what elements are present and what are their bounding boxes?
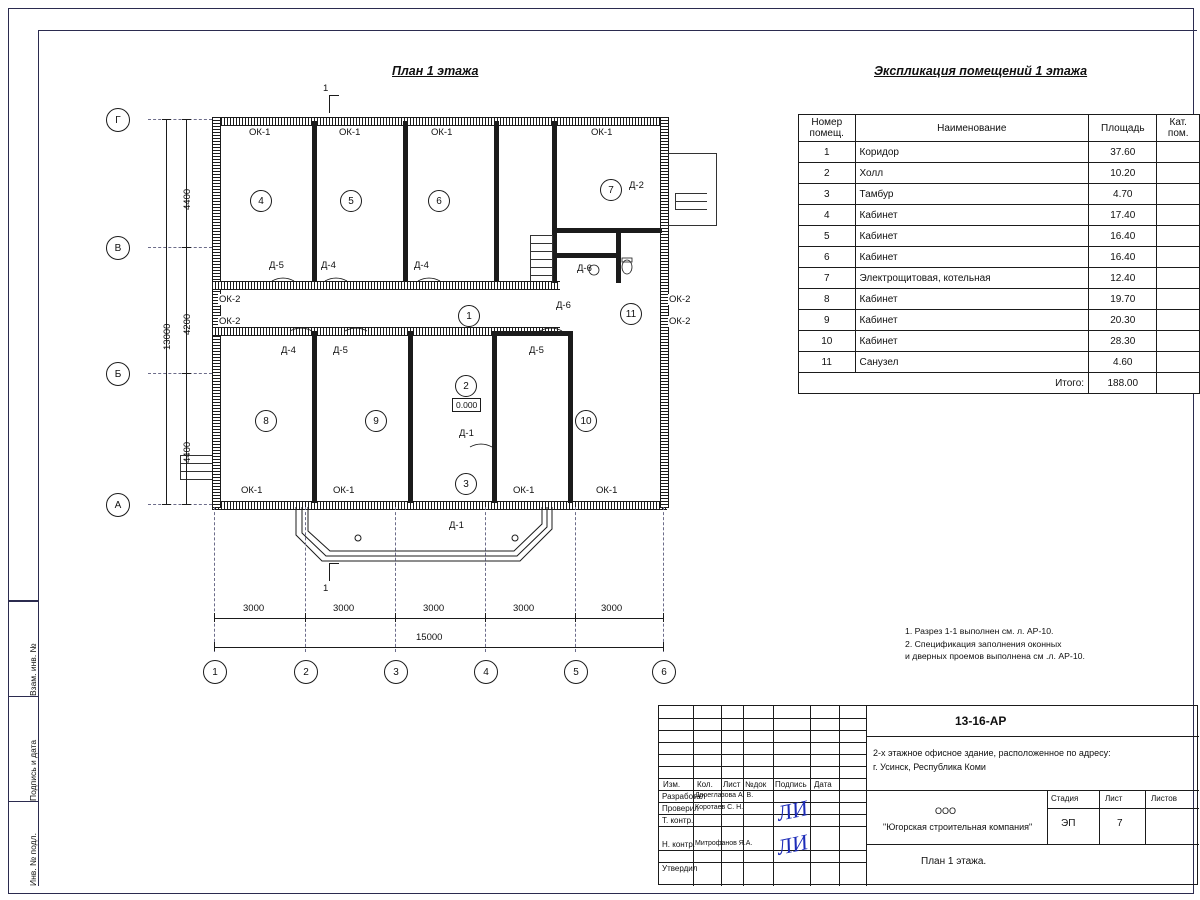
table-row [799,226,1200,247]
col-header-number [799,115,856,142]
wall-corridor-north [212,281,560,290]
role-label: Разработал [662,792,706,801]
wall-interior-7 [492,331,497,503]
role-name: Двоеглазова А. В. [695,792,754,799]
tb-rule [659,862,866,863]
explication-table [798,114,1200,394]
tb-col [839,706,840,886]
table-row [799,163,1200,184]
porch-step-2 [675,201,707,202]
door-label: Д-1 [449,520,464,531]
section-line-top [329,95,330,113]
dim-chain-left-total [166,119,167,504]
tb-rule [659,814,866,815]
tb-rule-stage [1047,808,1199,809]
col-header-number-line1: Номер [811,117,843,128]
window-label: ОК-2 [669,294,691,305]
tb-rule [659,754,866,755]
cell-area: 4.60 [1089,352,1157,373]
room-number: 7 [600,179,622,201]
table-row [799,331,1200,352]
table-row [799,268,1200,289]
cell-name: Кабинет [855,310,1089,331]
dim-tick [162,504,171,505]
tb-col-list [1099,790,1100,844]
title-block [658,705,1198,885]
dimension-value: 3000 [333,603,355,614]
cell-kat [1157,226,1200,247]
cell-kat [1157,142,1200,163]
window-label: ОК-1 [596,485,618,496]
explication-title: Экспликация помещений 1 этажа [874,64,1088,78]
role-name: Митрофанов Я.А. [695,840,753,847]
axis-marker-b: Б [106,362,130,386]
door-label: Д-5 [269,260,284,271]
col-header-kat-line2: пом. [1167,128,1189,139]
west-porch-3 [180,471,212,472]
role-name: Коротаев С. Н. [695,804,744,811]
col-header-list: Лист [723,780,741,789]
axis-marker-5: 5 [564,660,588,684]
dim-tick [305,613,306,622]
stair-step-b [530,243,552,244]
cell-name: Электрощитовая, котельная [855,268,1089,289]
room-number: 2 [455,375,477,397]
tb-col-lists [1145,790,1146,844]
tb-rule [659,742,866,743]
note-line-1: 1. Разрез 1-1 выполнен см. л. АР-10. [905,626,1054,636]
dim-tick [395,613,396,622]
table-row [799,142,1200,163]
plan-title: План 1 этажа [392,64,479,78]
wall-interior-5 [312,331,317,503]
cell-kat [1157,205,1200,226]
col-header-doknum: №док [745,780,767,789]
stair-rail [530,235,531,281]
tb-col-main [866,706,867,886]
axis-dash-1 [214,507,215,652]
cell-name: Холл [855,163,1089,184]
cell-name: Кабинет [855,205,1089,226]
table-row [799,205,1200,226]
door-label: Д-4 [281,345,296,356]
document-code: 13-16-АР [955,714,1007,728]
general-notes [905,625,1085,663]
door-swings [100,95,740,555]
cell-number: 11 [799,352,856,373]
cell-area: 17.40 [1089,205,1157,226]
dim-chain-1 [214,618,664,619]
cell-name: Санузел [855,352,1089,373]
axis-dash-a [148,504,212,505]
axis-dash-2 [305,507,306,652]
company-line-1: ООО [935,806,957,816]
porch-line-3 [665,225,717,226]
company-line-2: "Югорская строительная компания" [883,822,1033,832]
cell-area: 19.70 [1089,289,1157,310]
cell-name: Кабинет [855,247,1089,268]
object-line-2: г. Усинск, Республика Коми [873,762,986,772]
room-number: 11 [620,303,642,325]
tb-rule-obj [866,790,1199,791]
room-number: 3 [455,473,477,495]
cell-number: 10 [799,331,856,352]
axis-marker-4: 4 [474,660,498,684]
door-label: Д-4 [414,260,429,271]
window-label: ОК-1 [339,127,361,138]
cell-area: 10.20 [1089,163,1157,184]
margin-cell-0 [8,601,39,696]
dim-tick [575,613,576,622]
axis-marker-6: 6 [652,660,676,684]
cell-number: 6 [799,247,856,268]
cell-name: Тамбур [855,184,1089,205]
col-header-signature: Подпись [775,780,807,789]
tb-rule [659,766,866,767]
cell-kat [1157,310,1200,331]
section-line-bottom [329,563,330,581]
table-row [799,289,1200,310]
dim-tick [214,642,215,651]
dimension-value: 4400 [182,441,193,463]
tb-col [810,706,811,886]
table-total-row [799,373,1200,394]
cell-area: 28.30 [1089,331,1157,352]
cell-number: 3 [799,184,856,205]
dim-tick [663,642,664,651]
window-label: ОК-1 [241,485,263,496]
door-label: Д-2 [629,180,644,191]
window-label: ОК-1 [333,485,355,496]
axis-dash-b [148,373,212,374]
stair-step-c [530,251,552,252]
room-number: 9 [365,410,387,432]
dim-tick [182,373,191,374]
cell-name: Кабинет [855,226,1089,247]
margin-cell-2 [8,801,39,886]
axis-marker-g: Г [106,108,130,132]
porch-step-edge [675,194,676,210]
cell-number: 7 [799,268,856,289]
margin-label: Инв. № подл. [28,833,38,886]
wall-interior-2 [403,121,408,286]
col-header-name: Наименование [855,115,1089,142]
axis-marker-2: 2 [294,660,318,684]
table-header-row [799,115,1200,142]
dimension-value: 3000 [513,603,535,614]
table-row [799,184,1200,205]
tb-col-stage [1047,790,1048,844]
cell-kat [1157,184,1200,205]
cell-number: 1 [799,142,856,163]
cell-area: 4.70 [1089,184,1157,205]
cell-name: Коридор [855,142,1089,163]
wall-service-1 [552,228,662,233]
axis-dash-v [148,247,212,248]
west-porch-2 [180,463,212,464]
dim-tick [162,119,171,120]
stair-step-e [530,267,552,268]
col-header-izm: Изм. [663,780,681,789]
wall-interior-6 [408,331,413,503]
tb-rule-comp [866,844,1199,845]
west-porch-4 [180,479,212,480]
tb-rule [659,826,866,827]
cell-number: 5 [799,226,856,247]
margin-label: Взам. инв. № [28,643,38,696]
axis-marker-3: 3 [384,660,408,684]
dim-tick [663,613,664,622]
margin-label: Подпись и дата [28,739,38,801]
margin-cell-1 [8,696,39,801]
door-label: Д-5 [529,345,544,356]
tb-rule [659,802,866,803]
window-label: ОК-1 [249,127,271,138]
role-label: Проверил [662,804,699,813]
left-margin-stamp [8,600,39,886]
room-number: 4 [250,190,272,212]
door-label: Д-6 [577,263,592,274]
dimension-value: 4400 [182,188,193,210]
axis-dash-5 [575,507,576,652]
door-label: Д-5 [333,345,348,356]
dim-chain-total [214,647,664,648]
dim-tick [182,504,191,505]
cell-area: 37.60 [1089,142,1157,163]
tb-rule [659,778,866,779]
section-mark-top: 1 [323,83,329,94]
porch-line-2 [716,153,717,226]
cell-kat [1157,163,1200,184]
col-header-date: Дата [814,780,832,789]
sanitary-fixtures [100,95,740,555]
cell-name: Кабинет [855,289,1089,310]
tb-rule [659,718,866,719]
cell-area: 12.40 [1089,268,1157,289]
cell-number: 8 [799,289,856,310]
wall-exterior-west [212,117,221,508]
dim-tick [182,247,191,248]
role-label: Н. контр. [662,840,696,849]
section-arrow-bottom [329,563,339,564]
stair-step-a [530,235,552,236]
col-header-kat [1157,115,1200,142]
cell-kat [1157,247,1200,268]
wall-interior-1 [312,121,317,286]
axis-marker-a: А [106,493,130,517]
porch-step-3 [675,209,707,210]
room-number: 1 [458,305,480,327]
cell-kat [1157,331,1200,352]
role-label: Т. контр. [662,816,694,825]
elevation-mark: 0.000 [452,398,481,412]
col-header-area: Площадь [1089,115,1157,142]
window-label: ОК-2 [669,316,691,327]
porch-line-1 [665,153,717,154]
wall-exterior-north [212,117,667,126]
axis-marker-v: В [106,236,130,260]
axis-dash-3 [395,507,396,652]
total-kat [1157,373,1200,394]
dimension-total: 15000 [416,632,443,643]
cell-number: 4 [799,205,856,226]
dim-tick [485,613,486,622]
cell-area: 16.40 [1089,226,1157,247]
col-header-kat-line1: Кат. [1169,117,1187,128]
wall-exterior-south [212,501,667,510]
stair-step-d [530,259,552,260]
col-header-number-line2: помещ. [809,128,844,139]
wall-interior-9 [568,331,573,503]
total-area: 188.00 [1089,373,1157,394]
room-number: 5 [340,190,362,212]
total-label: Итого: [799,373,1089,394]
dimension-value: 3000 [601,603,623,614]
floor-plan [100,83,740,695]
wall-service-3 [552,253,617,258]
dimension-left-total: 13000 [162,323,173,350]
room-number: 8 [255,410,277,432]
signature-mark: ЛИ [774,795,810,826]
tb-rule-doc [866,736,1199,737]
stage-label: Стадия [1051,794,1079,803]
cell-number: 2 [799,163,856,184]
wall-interior-8 [492,331,572,336]
window-label: ОК-2 [219,316,241,327]
dimension-value: 4200 [182,313,193,335]
wall-interior-3 [494,121,499,286]
stage-value: ЭП [1061,818,1076,829]
tb-rule [659,730,866,731]
signature-mark: ЛИ [774,829,810,860]
window-label: ОК-2 [219,294,241,305]
axis-dash-6 [663,507,664,652]
cell-name: Кабинет [855,331,1089,352]
window-label: ОК-1 [591,127,613,138]
list-value: 7 [1117,818,1123,829]
role-label: Утвердил [662,864,698,873]
cell-kat [1157,268,1200,289]
section-arrow-top [329,95,339,96]
table-row [799,352,1200,373]
note-line-2: 2. Спецификация заполнения оконных [905,638,1062,649]
tb-col [773,706,774,886]
sheet-name: План 1 этажа. [921,856,987,867]
dimension-value: 3000 [423,603,445,614]
axis-dash-g [148,119,212,120]
object-line-1: 2-х этажное офисное здание, расположенное по адресу: [873,748,1111,758]
cell-number: 9 [799,310,856,331]
list-label: Лист [1105,794,1123,803]
section-mark-bottom: 1 [323,583,329,594]
dim-tick [182,119,191,120]
tb-rule [659,850,866,851]
door-label: Д-4 [321,260,336,271]
axis-dash-4 [485,507,486,652]
room-number: 6 [428,190,450,212]
cell-area: 16.40 [1089,247,1157,268]
table-row [799,310,1200,331]
lists-label: Листов [1151,794,1177,803]
west-porch-edge [180,455,181,480]
window-label: ОК-1 [513,485,535,496]
cell-area: 20.30 [1089,310,1157,331]
cell-kat [1157,289,1200,310]
note-line-3: и дверных проемов выполнена см .л. АР-10. [905,651,1085,662]
dimension-value: 3000 [243,603,265,614]
table-row [799,247,1200,268]
dim-tick [214,613,215,622]
room-number: 10 [575,410,597,432]
porch-step-1 [675,193,707,194]
door-label: Д-1 [459,428,474,439]
wall-exterior-east [660,117,669,508]
door-label: Д-6 [556,300,571,311]
axis-marker-1: 1 [203,660,227,684]
stairs-edge [552,235,553,283]
col-header-kol: Кол. [697,780,713,789]
stair-step-f [530,275,552,276]
cell-kat [1157,352,1200,373]
window-label: ОК-1 [431,127,453,138]
